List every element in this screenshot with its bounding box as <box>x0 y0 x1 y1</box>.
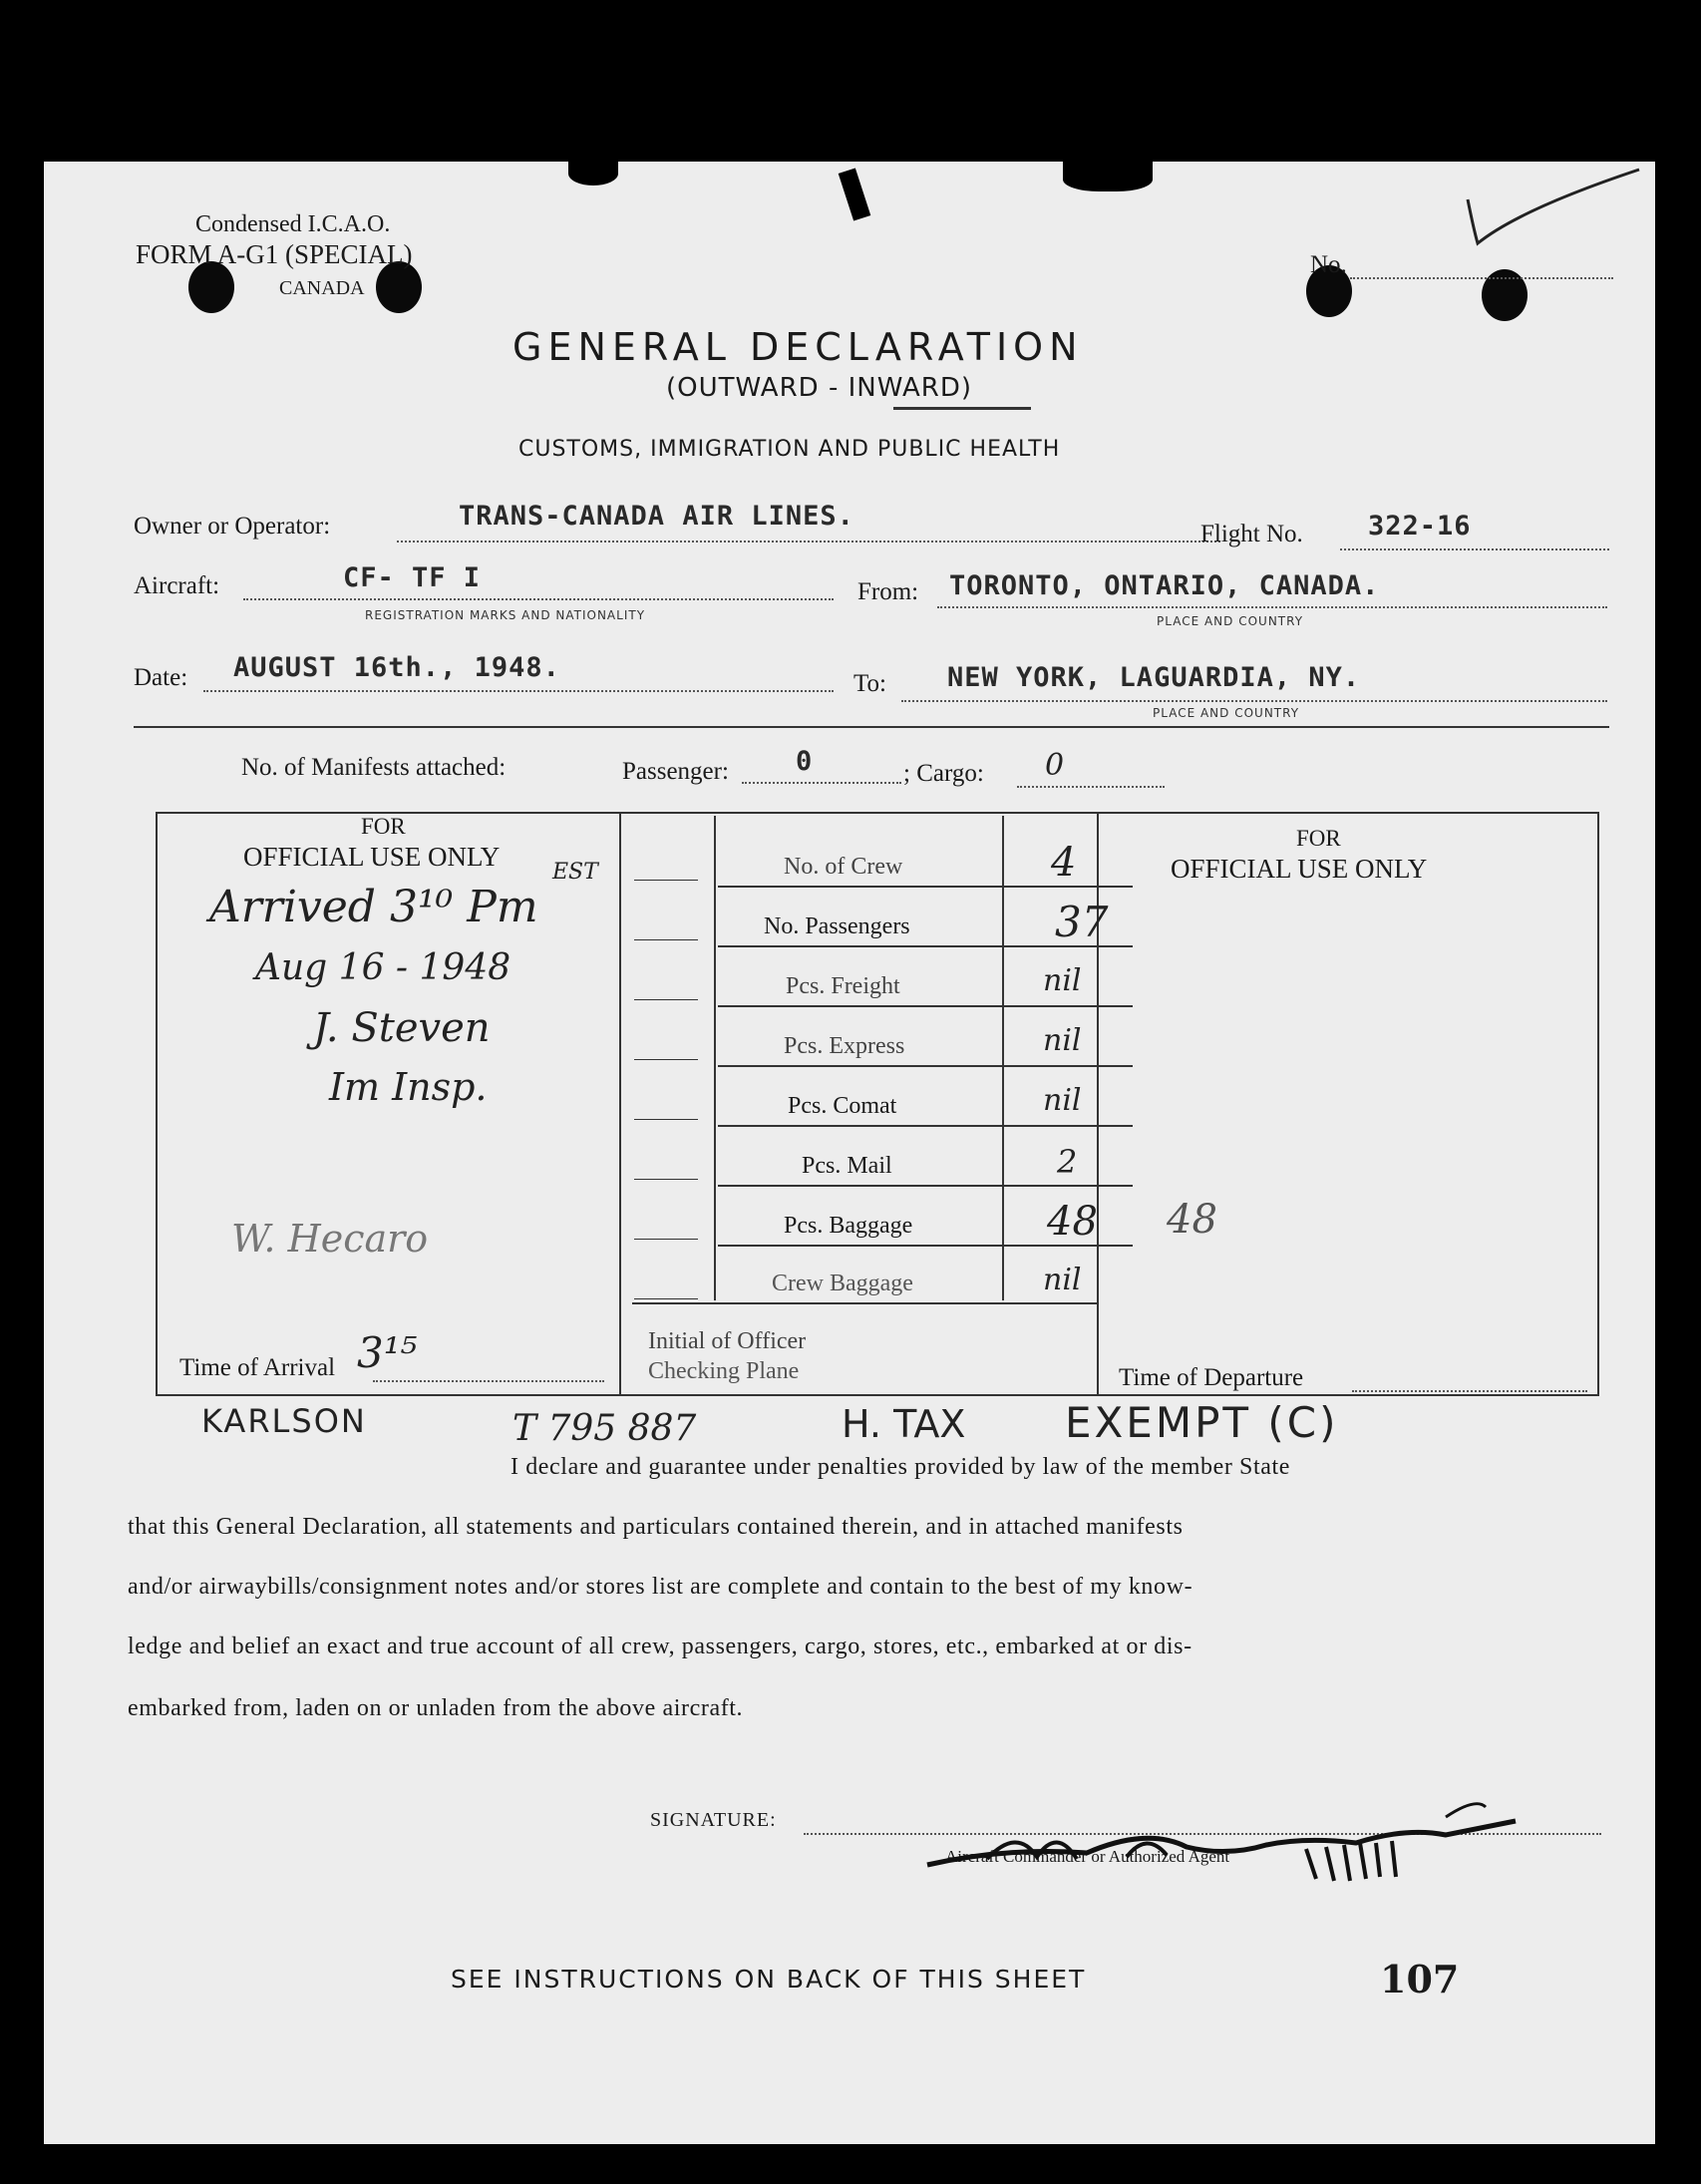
flight-line <box>1340 548 1609 550</box>
left-official-header-2: OFFICIAL USE ONLY <box>243 842 501 872</box>
note-karlson: KARLSON <box>201 1402 367 1440</box>
manifests-label: No. of Manifests attached: <box>241 754 507 781</box>
header-separator <box>134 726 1609 728</box>
handwritten-signature-2: W. Hecaro <box>231 1217 429 1261</box>
condensed-label: Condensed I.C.A.O. <box>195 211 391 237</box>
row-label-express: Pcs. Express <box>784 1033 905 1059</box>
declaration-line: I declare and guarantee under penalties provided by law of the member State <box>510 1454 1291 1480</box>
row-rule <box>718 886 1133 888</box>
tear-mark <box>568 162 618 185</box>
right-official-header-2: OFFICIAL USE ONLY <box>1171 854 1428 884</box>
aircraft-caption: REGISTRATION MARKS AND NATIONALITY <box>365 608 646 622</box>
row-value-passengers: 37 <box>1055 898 1109 946</box>
row-label-crew-baggage: Crew Baggage <box>772 1271 913 1296</box>
initial-line <box>634 1239 698 1240</box>
time-departure-line <box>1352 1390 1587 1392</box>
note-exempt: EXEMPT (C) <box>1065 1398 1339 1447</box>
table-bottom-rule <box>632 1302 1097 1304</box>
table-divider <box>1002 816 1004 1300</box>
owner-line <box>397 541 1220 543</box>
inward-underline <box>893 407 1031 410</box>
time-arrival-value: 3¹⁵ <box>357 1328 418 1377</box>
row-value-express: nil <box>1043 1023 1082 1058</box>
date-value: AUGUST 16th., 1948. <box>233 652 560 683</box>
to-label: To: <box>853 670 886 697</box>
from-label: From: <box>857 578 919 605</box>
handwritten-inspector: Im Insp. <box>329 1065 488 1109</box>
passenger-value: 0 <box>796 746 814 777</box>
aircraft-line <box>243 598 834 600</box>
page-subtitle: (OUTWARD - INWARD) <box>666 373 973 403</box>
initial-line <box>634 939 698 940</box>
no-line <box>1350 277 1613 279</box>
row-value-mail: 2 <box>1057 1143 1078 1181</box>
date-line <box>203 690 834 692</box>
initial-line <box>634 1059 698 1060</box>
row-label-baggage: Pcs. Baggage <box>784 1213 913 1239</box>
instructions-footer: SEE INSTRUCTIONS ON BACK OF THIS SHEET <box>451 1965 1087 1994</box>
row-value-crew-baggage: nil <box>1043 1263 1082 1297</box>
row-label-mail: Pcs. Mail <box>802 1153 892 1179</box>
handwritten-arrived: Arrived 3¹⁰ Pm <box>209 882 538 932</box>
passenger-label: Passenger: <box>622 758 729 785</box>
est-note: EST <box>552 860 598 885</box>
to-value: NEW YORK, LAGUARDIA, NY. <box>947 662 1361 693</box>
checkmark-icon <box>1460 160 1659 259</box>
row-rule <box>718 1065 1133 1067</box>
declaration-line: embarked from, laden on or unladen from the above aircraft. <box>128 1695 744 1721</box>
initial-line <box>634 1119 698 1120</box>
handwritten-signature-icon <box>887 1787 1526 1897</box>
officer-label-2: Checking Plane <box>648 1358 800 1384</box>
row-value-baggage: 48 <box>1047 1199 1098 1245</box>
country-label: CANADA <box>279 277 365 299</box>
passenger-line <box>742 782 901 784</box>
row-value-freight: nil <box>1043 963 1082 998</box>
row-label-freight: Pcs. Freight <box>786 973 900 999</box>
officer-label-1: Initial of Officer <box>648 1328 807 1354</box>
row-label-crew: No. of Crew <box>784 854 903 880</box>
cargo-label: ; Cargo: <box>903 760 984 787</box>
row-value-crew: 4 <box>1051 840 1077 886</box>
from-caption: PLACE AND COUNTRY <box>1157 614 1304 628</box>
row-rule <box>718 1245 1133 1247</box>
time-departure-label: Time of Departure <box>1119 1364 1304 1391</box>
handwritten-officer: J. Steven <box>313 1005 491 1051</box>
owner-label: Owner or Operator: <box>134 513 331 540</box>
aircraft-label: Aircraft: <box>134 572 220 599</box>
cargo-line <box>1017 786 1165 788</box>
form-id: FORM A-G1 (SPECIAL) <box>136 239 413 269</box>
date-label: Date: <box>134 664 188 691</box>
declaration-line: that this General Declaration, all statements and particulars contained therein, and in attached manifests <box>128 1514 1184 1540</box>
left-official-header-1: FOR <box>361 814 406 839</box>
note-tax: H. TAX <box>842 1402 966 1446</box>
row-rule <box>718 945 1133 947</box>
time-arrival-label: Time of Arrival <box>179 1354 336 1381</box>
row-rule <box>718 1185 1133 1187</box>
page-number: 107 <box>1380 1957 1460 2002</box>
initial-line <box>634 880 698 881</box>
page-subtitle-2: CUSTOMS, IMMIGRATION AND PUBLIC HEALTH <box>518 437 1061 462</box>
right-official-header-1: FOR <box>1296 826 1341 851</box>
initial-line <box>634 1179 698 1180</box>
signature-label: SIGNATURE: <box>650 1809 777 1831</box>
table-divider <box>714 816 716 1300</box>
owner-value: TRANS-CANADA AIR LINES. <box>459 501 854 532</box>
table-divider <box>619 812 621 1396</box>
to-caption: PLACE AND COUNTRY <box>1153 706 1300 720</box>
signature-caption: Aircraft Commander or Authorized Agent <box>945 1847 1230 1866</box>
row-label-comat: Pcs. Comat <box>788 1093 897 1119</box>
from-value: TORONTO, ONTARIO, CANADA. <box>949 570 1380 601</box>
initial-line <box>634 1298 698 1299</box>
row-value-comat: nil <box>1043 1083 1082 1118</box>
time-arrival-line <box>373 1380 604 1382</box>
initial-line <box>634 999 698 1000</box>
flight-value: 322-16 <box>1368 511 1472 542</box>
row-label-passengers: No. Passengers <box>764 913 910 939</box>
declaration-line: and/or airwaybills/consignment notes and/or stores list are complete and contain to the best of my know- <box>128 1574 1193 1600</box>
baggage-extra: 48 <box>1167 1197 1217 1243</box>
page-title: GENERAL DECLARATION <box>512 325 1084 369</box>
note-ticket: T 795 887 <box>512 1408 697 1449</box>
row-rule <box>718 1005 1133 1007</box>
cargo-value: 0 <box>1045 748 1065 783</box>
handwritten-date: Aug 16 - 1948 <box>255 947 511 988</box>
flight-label: Flight No. <box>1200 521 1303 547</box>
aircraft-value: CF- TF I <box>343 562 482 593</box>
tear-mark <box>1063 162 1153 191</box>
declaration-line: ledge and belief an exact and true account of all crew, passengers, cargo, stores, etc., embarked at or dis- <box>128 1634 1192 1659</box>
from-line <box>937 606 1607 608</box>
no-label: No. <box>1310 251 1347 278</box>
document-sheet <box>44 162 1655 2144</box>
row-rule <box>718 1125 1133 1127</box>
to-line <box>901 700 1607 702</box>
